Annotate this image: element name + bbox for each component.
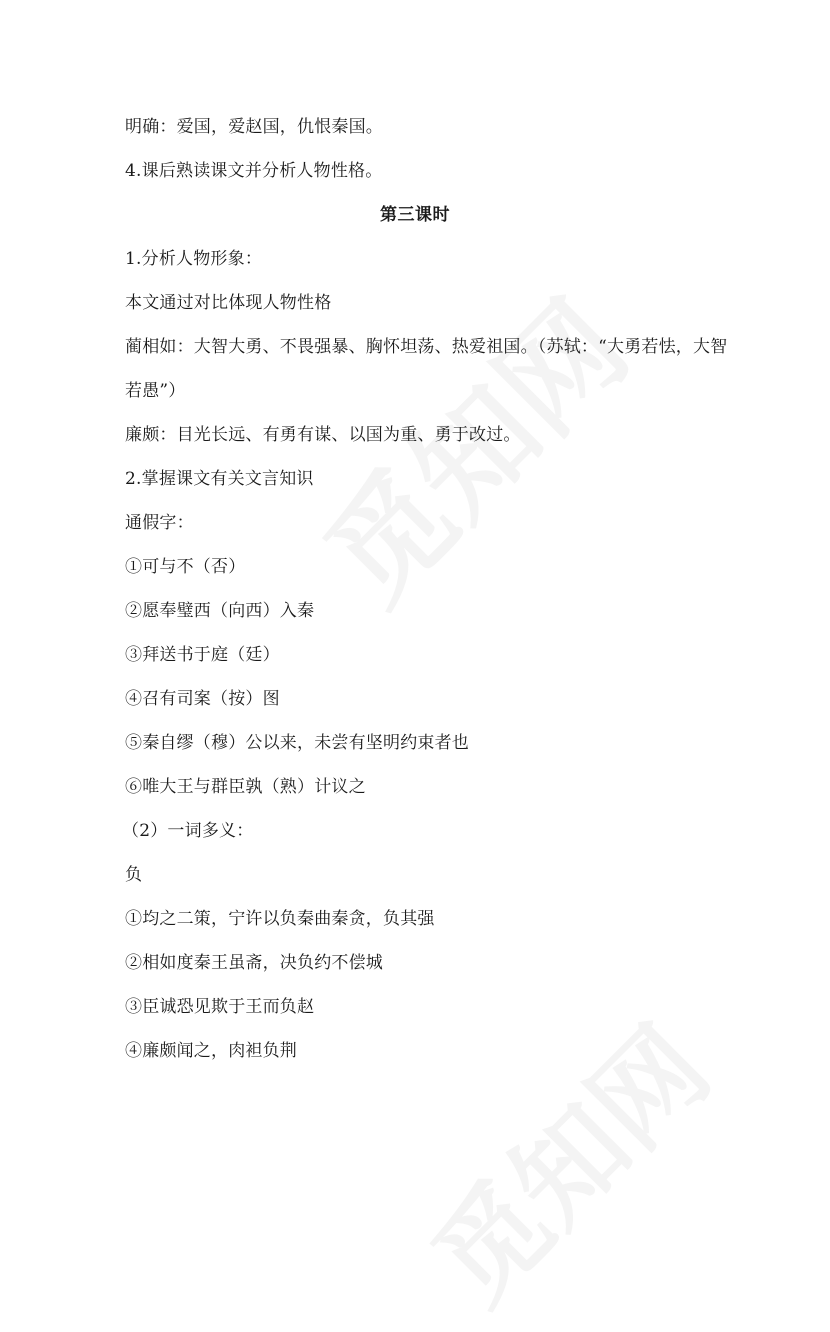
section-heading: 第三课时 — [380, 205, 450, 225]
list-item: ④廉颇闻之，肉袒负荆 — [125, 1041, 297, 1061]
list-item: ③拜送书于庭（廷） — [125, 645, 280, 665]
list-item: ⑤秦自缪（穆）公以来，未尝有坚明约束者也 — [125, 733, 469, 753]
text-line: 蔺相如：大智大勇、不畏强暴、胸怀坦荡、热爱祖国。（苏轼：“大勇若怯，大智 — [125, 337, 728, 357]
list-item: ①可与不（否） — [125, 557, 246, 577]
text-line: 2.掌握课文有关文言知识 — [125, 469, 314, 489]
list-item: ②愿奉璧西（向西）入秦 — [125, 601, 315, 621]
list-item: ③臣诚恐见欺于王而负赵 — [125, 997, 315, 1017]
text-line: 1.分析人物形象： — [125, 249, 263, 269]
watermark — [392, 986, 737, 1331]
text-line: 若愚”） — [125, 381, 186, 401]
list-item: ②相如度秦王虽斋，决负约不偿城 — [125, 953, 383, 973]
text-line: 通假字： — [125, 513, 194, 533]
text-line: 本文通过对比体现人物性格 — [125, 293, 332, 313]
text-line: 4.课后熟读课文并分析人物性格。 — [125, 161, 383, 181]
text-line: （2）一词多义： — [122, 821, 254, 841]
text-line: 负 — [125, 865, 143, 885]
text-line: 廉颇：目光长远、有勇有谋、以国为重、勇于改过。 — [125, 425, 521, 445]
list-item: ①均之二策，宁许以负秦曲秦贪，负其强 — [125, 909, 435, 929]
list-item: ⑥唯大王与群臣孰（熟）计议之 — [125, 777, 366, 797]
list-item: ④召有司案（按）图 — [125, 689, 280, 709]
text-line: 明确：爱国，爱赵国，仇恨秦国。 — [125, 117, 383, 137]
